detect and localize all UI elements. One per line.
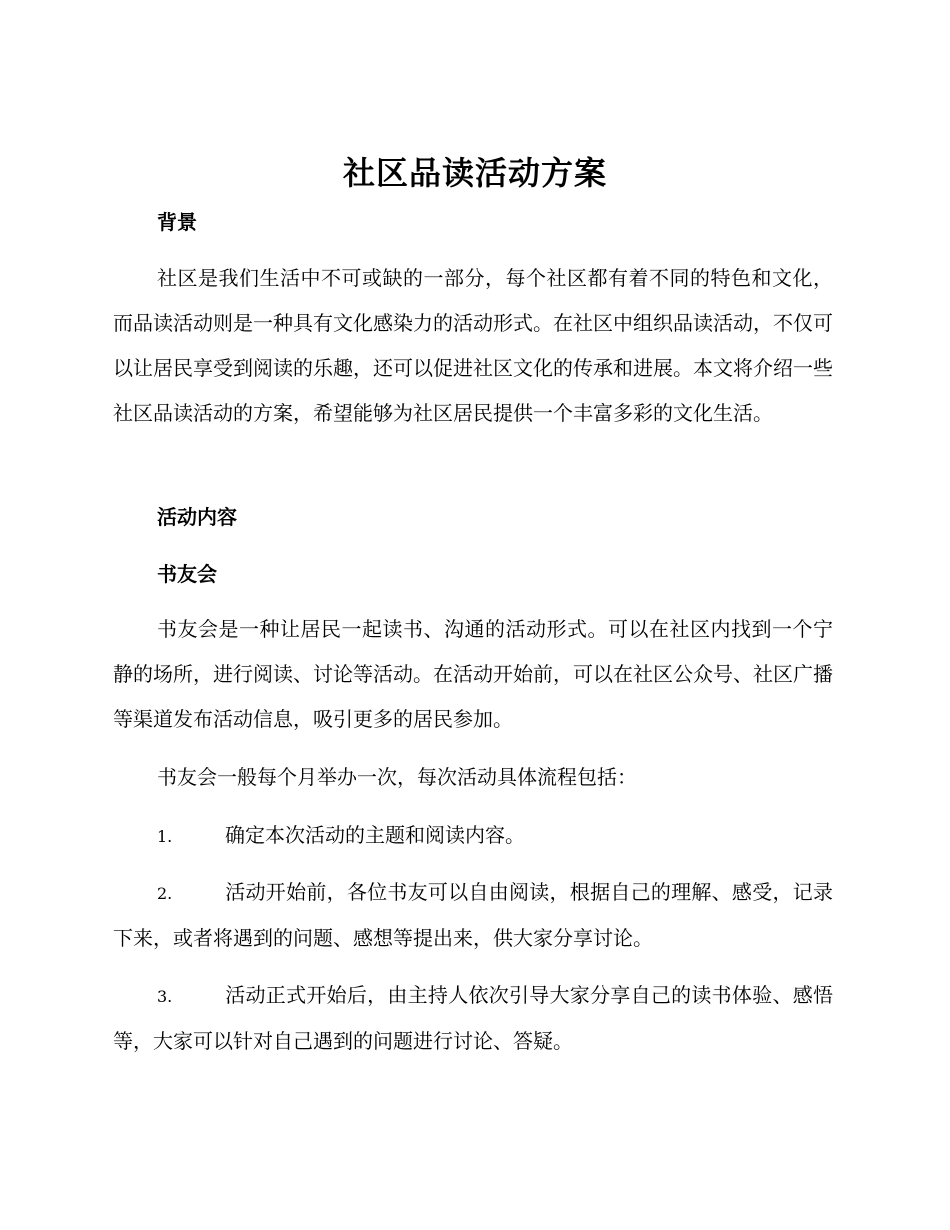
list-item-number: 3. <box>157 987 173 1006</box>
list-item-text: 活动正式开始后，由主持人依次引导大家分享自己的读书体验、感悟等，大家可以针对自己遇到的问题进行讨论、答疑。 <box>113 983 833 1053</box>
list-item <box>113 973 833 1064</box>
section-heading-background: 背景 <box>157 210 197 234</box>
section-heading-book-club: 书友会 <box>157 562 217 586</box>
section-heading-activity-content: 活动内容 <box>157 505 237 529</box>
list-item-number: 1. <box>157 827 173 846</box>
book-club-paragraph-2: 书友会一般每个月举办一次，每次活动具体流程包括： <box>157 765 637 789</box>
book-club-paragraph-1: 书友会是一种让居民一起读书、沟通的活动形式。可以在社区内找到一个宁静的场所，进行阅读、讨论等活动。在活动开始前，可以在社区公众号、社区广播等渠道发布活动信息，吸引更多的居民参加。 <box>113 617 833 731</box>
list-item <box>113 870 833 961</box>
list-item <box>113 813 833 859</box>
list-item-number: 2. <box>157 884 173 903</box>
page-title: 社区品读活动方案 <box>342 154 607 192</box>
background-paragraph: 社区是我们生活中不可或缺的一部分，每个社区都有着不同的特色和文化，而品读活动则是一种具有文化感染力的活动形式。在社区中组织品读活动，不仅可以让居民享受到阅读的乐趣，还可以促进社区文化的传承和进展。本文将介绍一些社区品读活动的方案，希望能够为社区居民提供一个丰富多彩的文化生活。 <box>113 266 833 425</box>
list-item-text: 活动开始前，各位书友可以自由阅读，根据自己的理解、感受，记录下来，或者将遇到的问题、感想等提出来，供大家分享讨论。 <box>113 880 833 950</box>
list-item-text: 确定本次活动的主题和阅读内容。 <box>225 823 525 847</box>
